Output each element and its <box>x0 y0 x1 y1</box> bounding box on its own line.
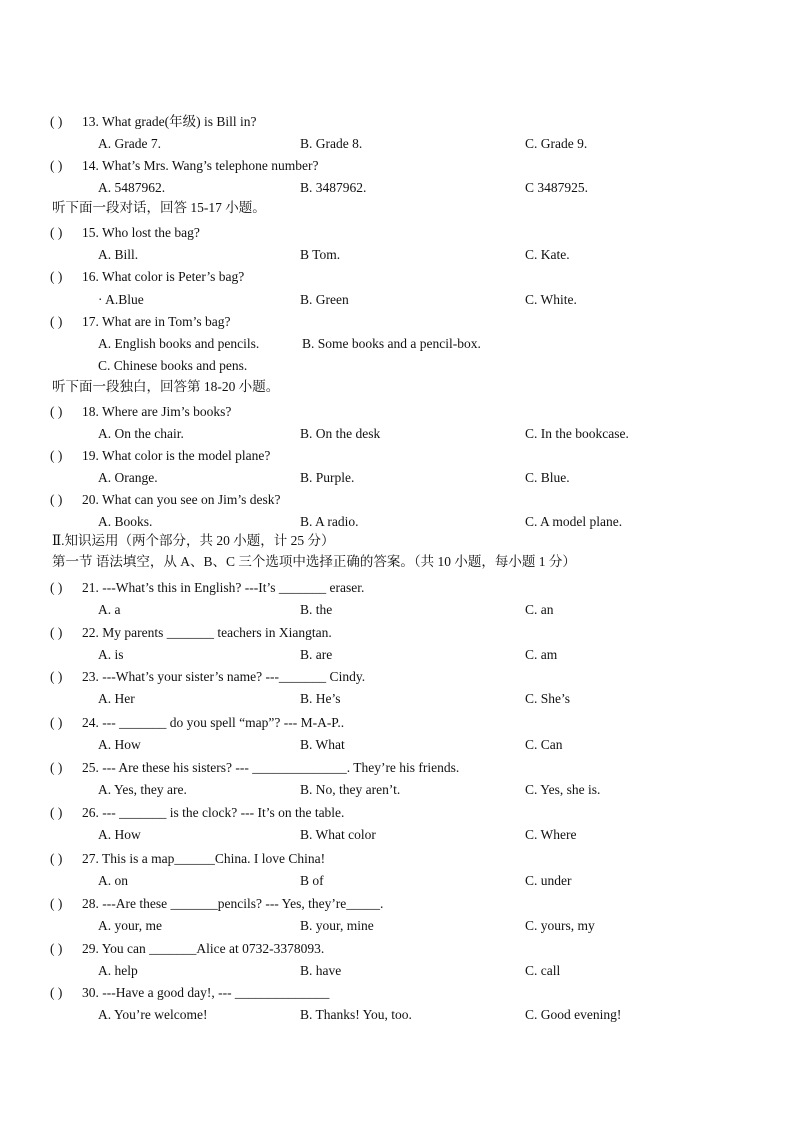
section-heading: 听下面一段独白，回答第 18-20 小题。 <box>52 379 280 394</box>
option-a[interactable]: A. help <box>98 963 138 978</box>
option-c[interactable]: C. Grade 9. <box>525 136 588 151</box>
question-number: 18. <box>82 404 99 419</box>
question-number: 24. <box>82 715 99 730</box>
question-line <box>82 268 244 286</box>
question-text: --- Are these his sisters? --- ______________. They’re his friends. <box>102 760 460 775</box>
option-a[interactable]: A. On the chair. <box>98 426 184 441</box>
answer-bracket[interactable]: ( ) <box>50 492 63 507</box>
section-heading: 第一节 语法填空，从 A、B、C 三个选项中选择正确的答案。（共 10 小题，每小题 1 分） <box>52 554 576 569</box>
option-b[interactable]: B. What color <box>300 827 376 842</box>
option-a[interactable]: A. 5487962. <box>98 180 166 195</box>
question-number: 23. <box>82 669 99 684</box>
option-a[interactable]: A. How <box>98 737 141 752</box>
question-text: ---Are these _______pencils? --- Yes, they’re_____. <box>102 896 384 911</box>
question-line <box>82 491 280 509</box>
question-line <box>82 984 329 1002</box>
option-c[interactable]: C. Can <box>525 737 563 752</box>
question-number: 16. <box>82 269 99 284</box>
question-line <box>82 940 324 958</box>
option-c[interactable]: C. under <box>525 873 572 888</box>
answer-bracket[interactable]: ( ) <box>50 114 63 129</box>
question-text: What grade(年级) is Bill in? <box>102 114 257 129</box>
option-c[interactable]: C. Blue. <box>525 470 570 485</box>
option-b[interactable]: B of <box>300 873 324 888</box>
option-b[interactable]: B. What <box>300 737 345 752</box>
option-a[interactable]: A. a <box>98 602 121 617</box>
option-c[interactable]: C. Yes, she is. <box>525 782 601 797</box>
answer-bracket[interactable]: ( ) <box>50 669 63 684</box>
question-text: What color is the model plane? <box>102 448 271 463</box>
option-a[interactable]: A. Bill. <box>98 247 139 262</box>
option-c[interactable]: C. She’s <box>525 691 571 706</box>
question-line <box>82 714 344 732</box>
question-text: ---Have a good day!, --- ______________ <box>102 985 330 1000</box>
question-number: 17. <box>82 314 99 329</box>
option-a[interactable]: A. Yes, they are. <box>98 782 187 797</box>
option-b[interactable]: B. A radio. <box>300 514 359 529</box>
answer-bracket[interactable]: ( ) <box>50 158 63 173</box>
question-line <box>82 895 383 913</box>
option-c[interactable]: C. Chinese books and pens. <box>98 358 248 373</box>
option-b[interactable]: B. Green <box>300 292 349 307</box>
answer-bracket[interactable]: ( ) <box>50 715 63 730</box>
option-b[interactable]: B. On the desk <box>300 426 381 441</box>
option-a[interactable]: A. your, me <box>98 918 162 933</box>
option-a[interactable]: A. Her <box>98 691 135 706</box>
question-line <box>82 157 319 175</box>
option-a[interactable]: A. Books. <box>98 514 153 529</box>
option-b[interactable]: B. are <box>300 647 333 662</box>
question-number: 27. <box>82 851 99 866</box>
option-b[interactable]: B. Thanks! You, too. <box>300 1007 412 1022</box>
option-c[interactable]: C 3487925. <box>525 180 589 195</box>
answer-bracket[interactable]: ( ) <box>50 225 63 240</box>
question-text: Who lost the bag? <box>102 225 200 240</box>
option-a[interactable]: A. How <box>98 827 141 842</box>
option-c[interactable]: C. Good evening! <box>525 1007 622 1022</box>
option-b[interactable]: B. Grade 8. <box>300 136 363 151</box>
option-b[interactable]: B. have <box>300 963 342 978</box>
answer-bracket[interactable]: ( ) <box>50 985 63 1000</box>
question-text: My parents _______ teachers in Xiangtan. <box>102 625 332 640</box>
question-text: Where are Jim’s books? <box>102 404 232 419</box>
question-line <box>82 224 200 242</box>
question-number: 25. <box>82 760 99 775</box>
option-a[interactable]: A. English books and pencils. <box>98 336 260 351</box>
answer-bracket[interactable]: ( ) <box>50 314 63 329</box>
question-text: --- _______ is the clock? --- It’s on the table. <box>102 805 345 820</box>
question-number: 22. <box>82 625 99 640</box>
option-c[interactable]: C. call <box>525 963 561 978</box>
option-c[interactable]: C. Kate. <box>525 247 570 262</box>
question-line <box>82 403 231 421</box>
question-line <box>82 624 332 642</box>
question-text: What can you see on Jim’s desk? <box>102 492 281 507</box>
answer-bracket[interactable]: ( ) <box>50 760 63 775</box>
question-number: 28. <box>82 896 99 911</box>
option-c[interactable]: C. White. <box>525 292 577 307</box>
option-a[interactable]: · A.Blue <box>98 292 144 307</box>
question-text: --- _______ do you spell “map”? --- M-A-P.. <box>102 715 345 730</box>
answer-bracket[interactable]: ( ) <box>50 448 63 463</box>
option-c[interactable]: C. In the bookcase. <box>525 426 629 441</box>
answer-bracket[interactable]: ( ) <box>50 941 63 956</box>
question-number: 26. <box>82 805 99 820</box>
question-number: 20. <box>82 492 99 507</box>
question-number: 21. <box>82 580 99 595</box>
question-text: ---What’s this in English? ---It’s _______ eraser. <box>102 580 365 595</box>
option-b[interactable]: B. No, they aren’t. <box>300 782 401 797</box>
option-a[interactable]: A. You’re welcome! <box>98 1007 208 1022</box>
option-b[interactable]: B. your, mine <box>300 918 374 933</box>
section-heading: 听下面一段对话，回答 15-17 小题。 <box>52 200 266 215</box>
option-a[interactable]: A. Orange. <box>98 470 158 485</box>
answer-bracket[interactable]: ( ) <box>50 896 63 911</box>
answer-bracket[interactable]: ( ) <box>50 851 63 866</box>
answer-bracket[interactable]: ( ) <box>50 805 63 820</box>
option-a[interactable]: A. on <box>98 873 128 888</box>
answer-bracket[interactable]: ( ) <box>50 404 63 419</box>
question-text: What are in Tom’s bag? <box>102 314 231 329</box>
option-c[interactable]: C. Where <box>525 827 577 842</box>
question-text: ---What’s your sister’s name? ---_______ Cindy. <box>102 669 366 684</box>
answer-bracket[interactable]: ( ) <box>50 269 63 284</box>
option-b[interactable]: B. the <box>300 602 333 617</box>
answer-bracket[interactable]: ( ) <box>50 625 63 640</box>
question-line <box>82 113 256 131</box>
question-number: 19. <box>82 448 99 463</box>
question-line <box>82 579 364 597</box>
option-c[interactable]: C. an <box>525 602 554 617</box>
option-b[interactable]: B. 3487962. <box>300 180 367 195</box>
question-line <box>82 668 365 686</box>
option-c[interactable]: C. am <box>525 647 558 662</box>
question-text: This is a map______China. I love China! <box>102 851 326 866</box>
question-number: 15. <box>82 225 99 240</box>
option-a[interactable]: A. Grade 7. <box>98 136 161 151</box>
question-line <box>82 759 459 777</box>
option-b[interactable]: B. Some books and a pencil-box. <box>302 336 481 351</box>
option-b[interactable]: B Tom. <box>300 247 341 262</box>
section-heading: Ⅱ.知识运用（两个部分，共 20 小题，计 25 分） <box>52 533 335 548</box>
option-a[interactable]: A. is <box>98 647 124 662</box>
option-b[interactable]: B. Purple. <box>300 470 355 485</box>
question-line <box>82 850 325 868</box>
question-text: What’s Mrs. Wang’s telephone number? <box>102 158 319 173</box>
question-number: 29. <box>82 941 99 956</box>
question-number: 30. <box>82 985 99 1000</box>
question-text: What color is Peter’s bag? <box>102 269 245 284</box>
question-line <box>82 313 231 331</box>
option-c[interactable]: C. yours, my <box>525 918 595 933</box>
question-text: You can _______Alice at 0732-3378093. <box>101 941 325 956</box>
option-c[interactable]: C. A model plane. <box>525 514 623 529</box>
answer-bracket[interactable]: ( ) <box>50 580 63 595</box>
question-line <box>82 804 344 822</box>
question-line <box>82 447 270 465</box>
question-number: 14. <box>82 158 99 173</box>
question-number: 13. <box>82 114 99 129</box>
option-b[interactable]: B. He’s <box>300 691 341 706</box>
